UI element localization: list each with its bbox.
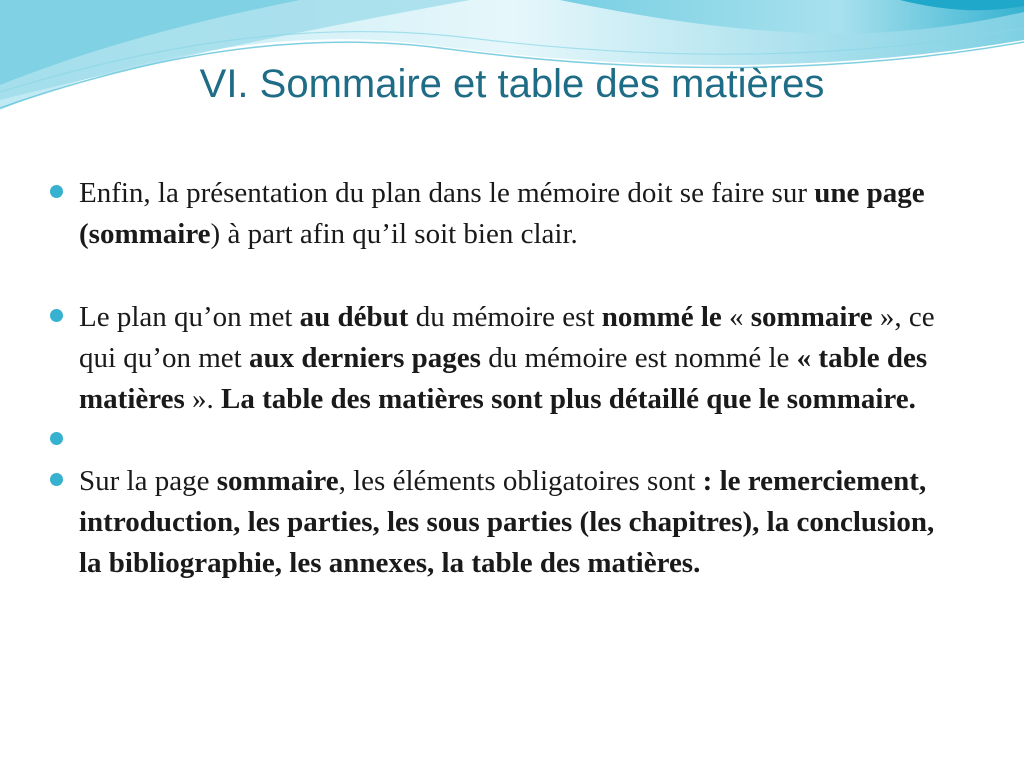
bold-text-segment: « table des matières (79, 342, 928, 415)
bold-text-segment: nommé le (601, 301, 722, 333)
bold-text-segment: aux derniers pages (248, 342, 481, 374)
text-segment: ». (184, 383, 221, 415)
bullet-item (50, 173, 950, 255)
text-segment: », ce qui qu’on met (79, 301, 935, 374)
text-segment: Enfin, la présentation du plan dans le mémoire doit se faire sur (79, 177, 815, 209)
bold-text-segment: une page (sommaire (79, 177, 925, 250)
bold-text-segment: sommaire (216, 465, 339, 497)
bullet-item-empty (50, 420, 950, 461)
bold-text-segment: : le remerciement, introduction, les parties, les sous parties (les chapitres), la conclusion, la bibliographie, les annexes, la table des matières. (79, 465, 935, 579)
text-segment: à part afin qu’il soit bien clair. (220, 218, 578, 250)
bold-text-segment: sommaire (750, 301, 873, 333)
text-segment: Le plan qu’on met (79, 301, 300, 333)
bullet-item (50, 461, 950, 584)
bold-text-segment: La table des matières sont plus détaillé que le sommaire. (221, 383, 916, 415)
slide-title: VI. Sommaire et table des matières (199, 62, 825, 106)
text-segment: du mémoire est (408, 301, 602, 333)
bold-text-segment: au début (299, 301, 409, 333)
bullet-dot-icon (50, 432, 63, 445)
bullet-list (50, 173, 950, 584)
text-segment: « (721, 301, 751, 333)
bullet-text (79, 177, 925, 250)
bullet-text (79, 301, 935, 415)
bullet-text (79, 465, 934, 579)
bullet-dot-icon (50, 309, 63, 322)
bullet-item (50, 297, 950, 420)
text-segment: ) (210, 218, 221, 250)
text-segment: , les éléments obligatoires sont (338, 465, 703, 497)
bullet-dot-icon (50, 185, 63, 198)
text-segment: Sur la page (79, 465, 217, 497)
bullet-dot-icon (50, 473, 63, 486)
text-segment: du mémoire est nommé le (480, 342, 797, 374)
